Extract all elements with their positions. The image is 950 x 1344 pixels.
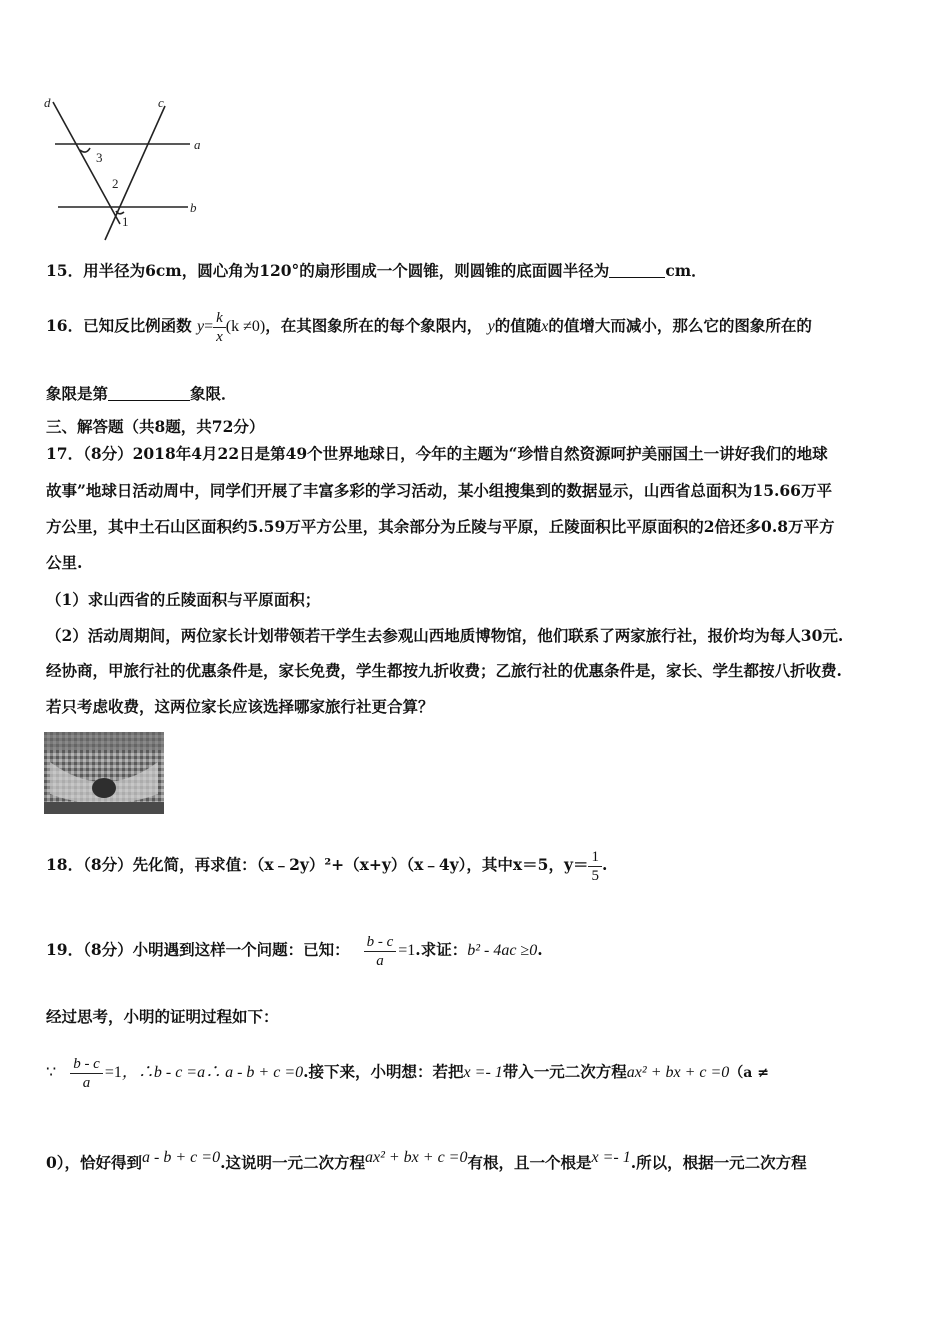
q17-line1: 17．（8分）2018年4月22日是第49个世界地球日，今年的主题为“珍惜自然资源呵护美丽国土一讲好我们的地球 xyxy=(46,444,828,463)
q17-line3: 方公里，其中土石山区面积约5.59万平方公里，其余部分为丘陵与平原，丘陵面积比平原面积的2倍还多0.8万平方 xyxy=(46,517,835,536)
q19-proof-line xyxy=(46,1042,769,1102)
q19-cond: （a ≠ xyxy=(729,1065,769,1081)
q16-func-eq: = xyxy=(204,318,214,335)
q19-eqn: ax² + bx + c =0 xyxy=(626,1064,730,1081)
parallel-lines-figure xyxy=(40,92,220,242)
q16-fraction xyxy=(213,309,226,346)
label-a: a xyxy=(194,137,201,152)
question-16-line2 xyxy=(46,384,237,404)
q19-l3-eq: a - b + c =0 xyxy=(142,1149,221,1166)
q19-l3-x: x =- 1 xyxy=(591,1149,631,1166)
q19-eq1: =1 xyxy=(398,942,416,959)
q16-var-x: x xyxy=(541,318,549,335)
q18-frac-num: 1 xyxy=(591,848,599,865)
q17-part2-line3: 若只考虑收费，这两位家长应该选择哪家旅行社更合算？ xyxy=(46,697,434,716)
q19-end: . xyxy=(537,940,543,959)
line-d xyxy=(53,102,120,224)
q19-mid: .求证： xyxy=(415,940,468,959)
q15-unit: cm． xyxy=(665,261,707,280)
q19-inequality: b² - 4ac ≥0 xyxy=(467,942,538,959)
q16-func-y: y xyxy=(196,318,205,335)
q18-frac-den: 5 xyxy=(588,866,602,885)
q17-part1: （1）求山西省的丘陵面积与平原面积； xyxy=(46,590,321,609)
q17-part2-line2: 经协商，甲旅行社的优惠条件是，家长免费，学生都按九折收费；乙旅行社的优惠条件是，家长、学生都按八折收费. xyxy=(46,661,842,680)
q19-prefix: 19．（8分）小明遇到这样一个问题：已知： xyxy=(46,940,350,959)
label-d: d xyxy=(44,95,51,110)
q19-proof-eq: =1 xyxy=(104,1064,122,1081)
q19-bring: 带入一元二次方程 xyxy=(502,1062,627,1081)
label-angle-3: 3 xyxy=(96,150,103,165)
q19-next: .接下来，小明想：若把 xyxy=(303,1062,464,1081)
because-symbol: ∵ xyxy=(46,1064,57,1081)
question-19 xyxy=(46,920,543,980)
q17-line4: 公里. xyxy=(46,553,83,572)
q19-fraction xyxy=(364,933,397,970)
section-3-heading: 三、解答题（共8题，共72分） xyxy=(46,417,265,436)
q16-prefix: 16．已知反比例函数 xyxy=(46,316,192,335)
q16-line2-suffix: 象限． xyxy=(190,384,237,403)
q18-fraction xyxy=(588,848,602,885)
q19-l3-start: 0），恰好得到 xyxy=(46,1153,143,1172)
q16-mid2: 的值随 xyxy=(494,316,542,335)
question-18 xyxy=(46,840,607,890)
line-c xyxy=(105,106,165,240)
museum-photo xyxy=(44,732,164,814)
question-16 xyxy=(46,302,812,350)
q19-thinking: 经过思考，小明的证明过程如下： xyxy=(46,1007,279,1026)
q19-line3 xyxy=(46,1148,807,1173)
q19-proof-frac-den: a xyxy=(70,1073,103,1092)
q16-frac-num: k xyxy=(216,309,223,326)
q19-frac-den: a xyxy=(364,951,397,970)
q19-step1: ，∴b - c =a∴ a - b + c =0 xyxy=(121,1064,304,1081)
q19-l3-root: 有根，且一个根是 xyxy=(467,1153,592,1172)
q16-func-cond: (k ≠0) xyxy=(225,318,266,335)
q16-var-y: y xyxy=(487,318,495,335)
q19-l3-eqn: ax² + bx + c =0 xyxy=(364,1149,468,1166)
q15-answer-blank[interactable] xyxy=(609,263,665,278)
q17-line2: 故事”地球日活动周中，同学们开展了丰富多彩的学习活动，某小组搜集到的数据显示，山西省总面积为15.66万平 xyxy=(46,481,832,500)
q19-frac-num: b - c xyxy=(366,933,394,950)
question-15 xyxy=(46,261,707,281)
q16-mid3: 的值增大而减小，那么它的图象所在的 xyxy=(548,316,812,335)
q19-sub: x =- 1 xyxy=(463,1064,503,1081)
q16-mid1: ，在其图象所在的每个象限内， xyxy=(265,316,483,335)
q16-line2-prefix: 象限是第 xyxy=(46,384,109,403)
q18-text: 18．（8分）先化简，再求值：（x﹣2y）²+（x+y）（x﹣4y），其中x＝5，y＝ xyxy=(46,855,589,874)
angle-arc-3 xyxy=(80,148,90,152)
q19-l3-end: .所以，根据一元二次方程 xyxy=(630,1153,807,1172)
q18-end: . xyxy=(601,855,608,874)
label-b: b xyxy=(190,200,197,215)
q16-answer-blank[interactable] xyxy=(108,386,190,401)
q15-text: 15．用半径为6cm，圆心角为120°的扇形围成一个圆锥，则圆锥的底面圆半径为 xyxy=(46,261,610,280)
q19-proof-fraction xyxy=(70,1055,103,1092)
q19-l3-mid: .这说明一元二次方程 xyxy=(220,1153,365,1172)
label-angle-1: 1 xyxy=(122,214,129,229)
q17-part2-line1: （2）活动周期间，两位家长计划带领若干学生去参观山西地质博物馆，他们联系了两家旅行社，报价均为每人30元. xyxy=(46,626,844,645)
label-c: c xyxy=(158,95,164,110)
label-angle-2: 2 xyxy=(112,176,119,191)
q16-frac-den: x xyxy=(213,327,226,346)
q19-proof-frac-num: b - c xyxy=(73,1055,100,1072)
